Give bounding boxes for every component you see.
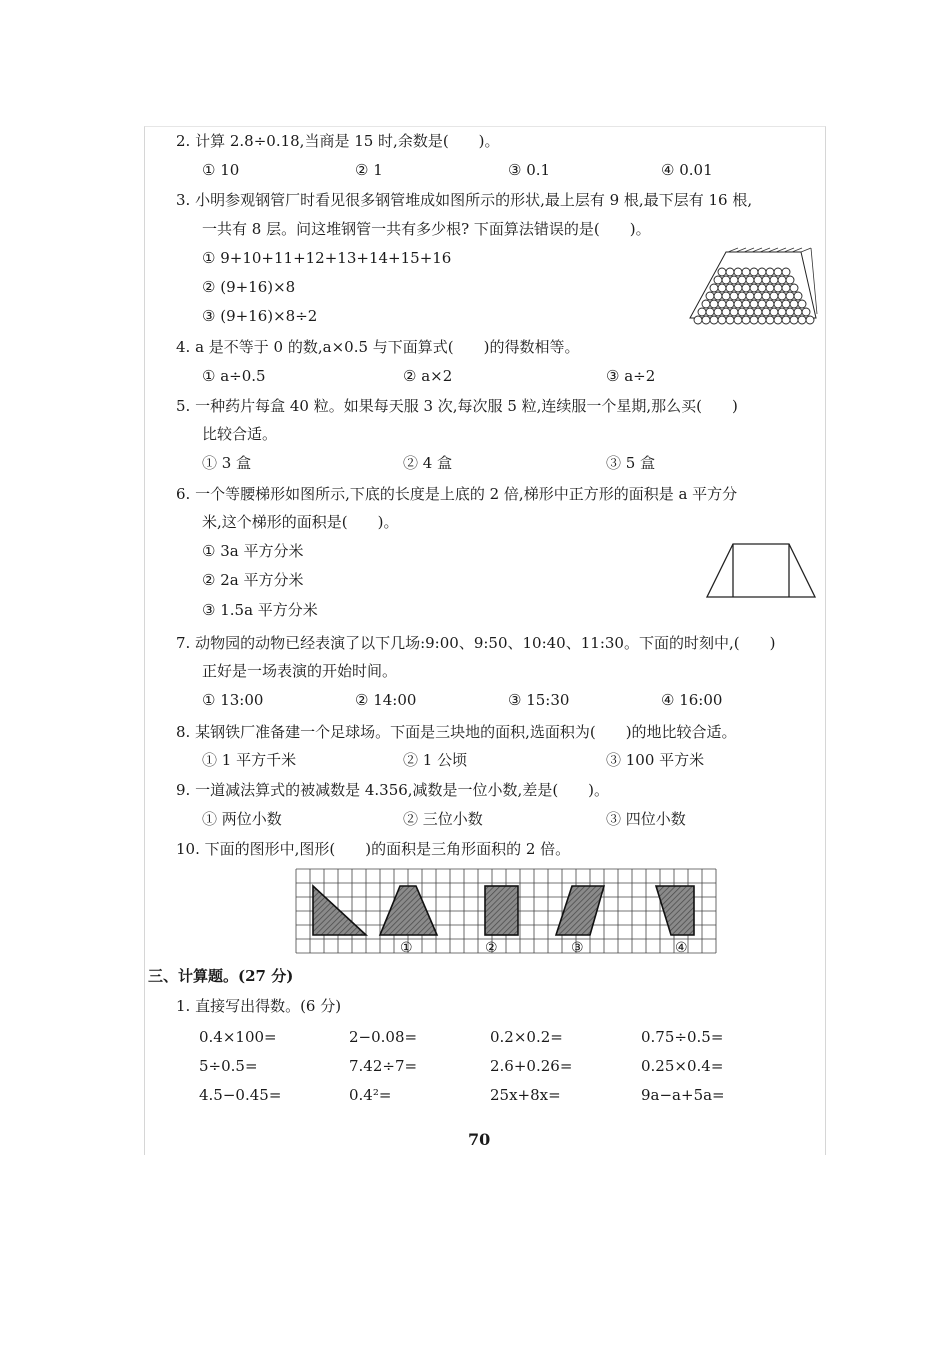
q10-figure-label-2: ② [485, 940, 498, 956]
q3-option-1: ① 9+10+11+12+13+14+15+16 [202, 249, 452, 267]
q4-option-2: ② a×2 [403, 367, 453, 385]
q2-option-3: ③ 0.1 [508, 161, 551, 179]
q10-figure-label-3: ③ [571, 940, 584, 956]
calc-r1-c1: 0.4×100= [199, 1028, 277, 1046]
q4-option-1: ① a÷0.5 [202, 367, 266, 385]
q6-stem-line1: 6. 一个等腰梯形如图所示,下底的长度是上底的 2 倍,梯形中正方形的面积是 a 平方分 [176, 485, 738, 503]
q9-option-2: ② 三位小数 [403, 810, 483, 828]
calc-r3-c3: 25x+8x= [490, 1086, 561, 1104]
q9-option-1: ① 两位小数 [202, 810, 282, 828]
q5-option-3: ③ 5 盒 [606, 454, 656, 472]
page-number: 70 [468, 1130, 491, 1149]
calc-r1-c3: 0.2×0.2= [490, 1028, 563, 1046]
q9-option-3: ③ 四位小数 [606, 810, 686, 828]
q2-option-4: ④ 0.01 [661, 161, 713, 179]
q3-stem-line1: 3. 小明参观钢管厂时看见很多钢管堆成如图所示的形状,最上层有 9 根,最下层有 16 根, [176, 191, 753, 209]
q5-option-1: ① 3 盒 [202, 454, 252, 472]
q8-option-3: ③ 100 平方米 [606, 751, 705, 769]
trapezoid-figure [705, 542, 817, 598]
pipe-stack-figure [688, 248, 818, 333]
q3-option-2: ② (9+16)×8 [202, 278, 296, 296]
q5-stem-line1: 5. 一种药片每盒 40 粒。如果每天服 3 次,每次服 5 粒,连续服一个星期,那么买( ) [176, 397, 738, 415]
q8-option-2: ② 1 公顷 [403, 751, 468, 769]
q8-option-1: ① 1 平方千米 [202, 751, 297, 769]
calc-r3-c1: 4.5−0.45= [199, 1086, 282, 1104]
calc-r3-c4: 9a−a+5a= [641, 1086, 725, 1104]
q2-stem: 2. 计算 2.8÷0.18,当商是 15 时,余数是( )。 [176, 132, 500, 150]
q7-stem-line1: 7. 动物园的动物已经表演了以下几场:9:00、9:50、10:40、11:30。下面的时刻中,( ) [176, 634, 776, 652]
calc-r2-c1: 5÷0.5= [199, 1057, 258, 1075]
calc-r3-c2: 0.4²= [349, 1086, 392, 1104]
q9-stem: 9. 一道减法算式的被减数是 4.356,减数是一位小数,差是( )。 [176, 781, 610, 799]
q7-option-1: ① 13:00 [202, 691, 264, 709]
q10-stem: 10. 下面的图形中,图形( )的面积是三角形面积的 2 倍。 [176, 840, 571, 858]
section3-title: 三、计算题。(27 分) [148, 967, 294, 985]
q4-option-3: ③ a÷2 [606, 367, 656, 385]
q5-option-2: ② 4 盒 [403, 454, 453, 472]
q3-option-3: ③ (9+16)×8÷2 [202, 307, 318, 325]
q6-stem-line2: 米,这个梯形的面积是( )。 [202, 513, 399, 531]
section3-sub1: 1. 直接写出得数。(6 分) [176, 997, 342, 1015]
q10-figure-label-1: ① [400, 940, 413, 956]
q6-option-2: ② 2a 平方分米 [202, 571, 304, 589]
q5-stem-line2: 比较合适。 [202, 425, 278, 443]
q7-stem-line2: 正好是一场表演的开始时间。 [202, 662, 398, 680]
calc-r1-c4: 0.75÷0.5= [641, 1028, 724, 1046]
calc-r2-c3: 2.6+0.26= [490, 1057, 573, 1075]
q3-stem-line2: 一共有 8 层。问这堆钢管一共有多少根? 下面算法错误的是( )。 [202, 220, 651, 238]
q6-option-1: ① 3a 平方分米 [202, 542, 304, 560]
q2-option-2: ② 1 [355, 161, 383, 179]
q7-option-4: ④ 16:00 [661, 691, 723, 709]
q2-option-1: ① 10 [202, 161, 240, 179]
calc-r2-c4: 0.25×0.4= [641, 1057, 724, 1075]
grid-shapes-figure [296, 869, 728, 955]
q4-stem: 4. a 是不等于 0 的数,a×0.5 与下面算式( )的得数相等。 [176, 338, 580, 356]
q6-option-3: ③ 1.5a 平方分米 [202, 601, 318, 619]
q10-figure-label-4: ④ [675, 940, 688, 956]
calc-r2-c2: 7.42÷7= [349, 1057, 418, 1075]
q7-option-2: ② 14:00 [355, 691, 417, 709]
q8-stem: 8. 某钢铁厂准备建一个足球场。下面是三块地的面积,选面积为( )的地比较合适。 [176, 723, 737, 741]
calc-r1-c2: 2−0.08= [349, 1028, 418, 1046]
q7-option-3: ③ 15:30 [508, 691, 570, 709]
